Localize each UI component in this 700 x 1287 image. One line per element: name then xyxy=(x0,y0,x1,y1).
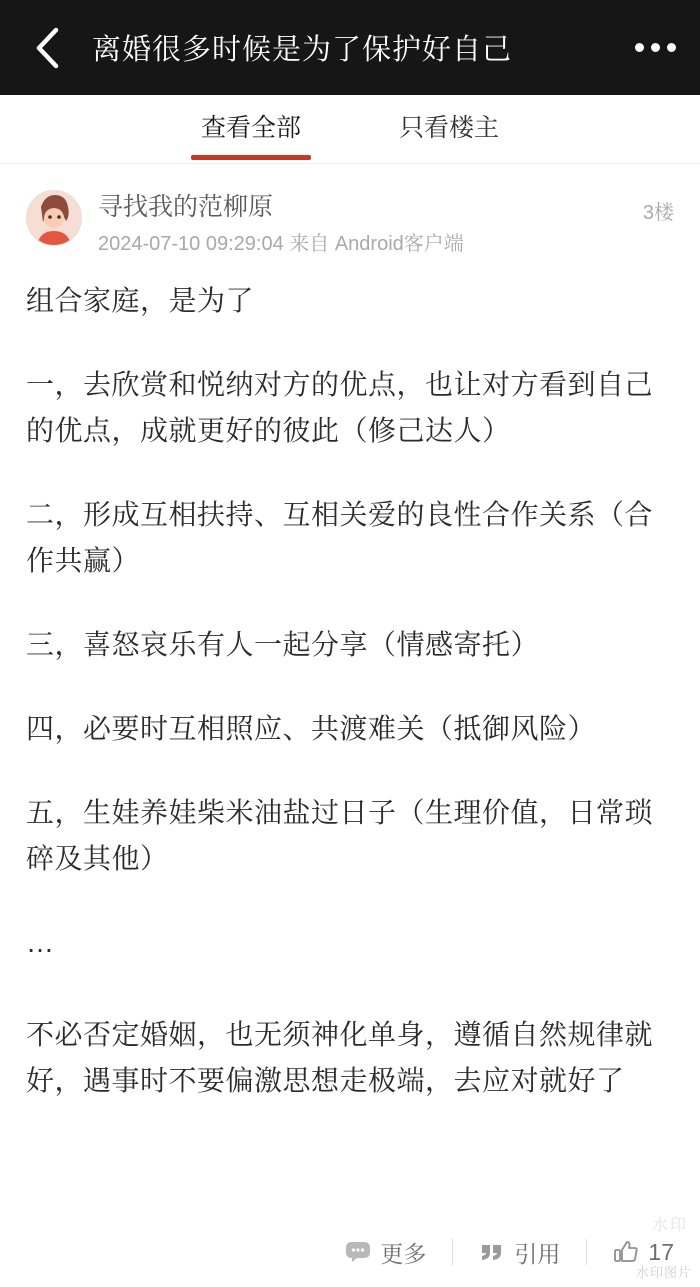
page-title: 离婚很多时候是为了保护好自己 xyxy=(92,34,513,66)
post-meta xyxy=(98,190,643,260)
post-action-bar xyxy=(0,1225,700,1287)
post-header xyxy=(0,164,700,260)
top-app-bar xyxy=(0,0,700,95)
post-author-row xyxy=(26,190,674,260)
tab-bar xyxy=(0,95,700,164)
post-body xyxy=(0,260,700,1104)
more-button[interactable] xyxy=(345,1236,426,1269)
quote-button[interactable] xyxy=(479,1236,560,1269)
quote-mark-icon xyxy=(479,1241,505,1263)
more-label: 更多 xyxy=(380,1240,427,1267)
quote-label: 引用 xyxy=(514,1240,561,1267)
post-paragraph: 四，必要时互相照应、共渡难关（抵御风险） xyxy=(26,713,597,744)
post-paragraph: 组合家庭，是为了 xyxy=(26,285,255,316)
post-paragraph: 五，生娃养娃柴米油盐过日子（生理价值，日常琐碎及其他） xyxy=(26,797,654,874)
post-paragraph: 三，喜怒哀乐有人一起分享（情感寄托） xyxy=(26,629,540,660)
chevron-left-icon[interactable] xyxy=(24,25,70,71)
post-paragraph: 不必否定婚姻，也无须神化单身，遵循自然规律就好，遇事时不要偏激思想走极端，去应对就好了 xyxy=(26,1019,654,1096)
more-dot xyxy=(651,43,660,52)
watermark-small: 水印图片 xyxy=(635,1265,692,1280)
more-dot xyxy=(667,43,676,52)
more-dot xyxy=(635,43,644,52)
post-paragraph: 二，形成互相扶持、互相关爱的良性合作关系（合作共赢） xyxy=(26,499,654,576)
tab-view-all[interactable]: 查看全部 xyxy=(197,98,305,160)
thumbs-up-icon xyxy=(613,1240,639,1264)
like-count: 17 xyxy=(648,1238,674,1265)
avatar[interactable] xyxy=(26,190,82,246)
watermark-large: 水印 xyxy=(651,1217,688,1234)
author-name[interactable]: 寻找我的范柳原 xyxy=(98,193,274,221)
post-paragraph-ellipsis: … xyxy=(26,927,58,958)
action-divider xyxy=(452,1239,453,1265)
tab-owner-only[interactable]: 只看楼主 xyxy=(399,114,500,142)
comment-bubble-icon xyxy=(345,1241,371,1263)
post-timestamp: 2024-07-10 09:29:04 来自 Android客户端 xyxy=(98,233,464,255)
floor-number: 3楼 xyxy=(642,202,674,224)
action-divider xyxy=(586,1239,587,1265)
post-paragraph: 一，去欣赏和悦纳对方的优点，也让对方看到自己的优点，成就更好的彼此（修己达人） xyxy=(26,369,654,446)
more-horizontal-icon[interactable] xyxy=(621,43,676,52)
